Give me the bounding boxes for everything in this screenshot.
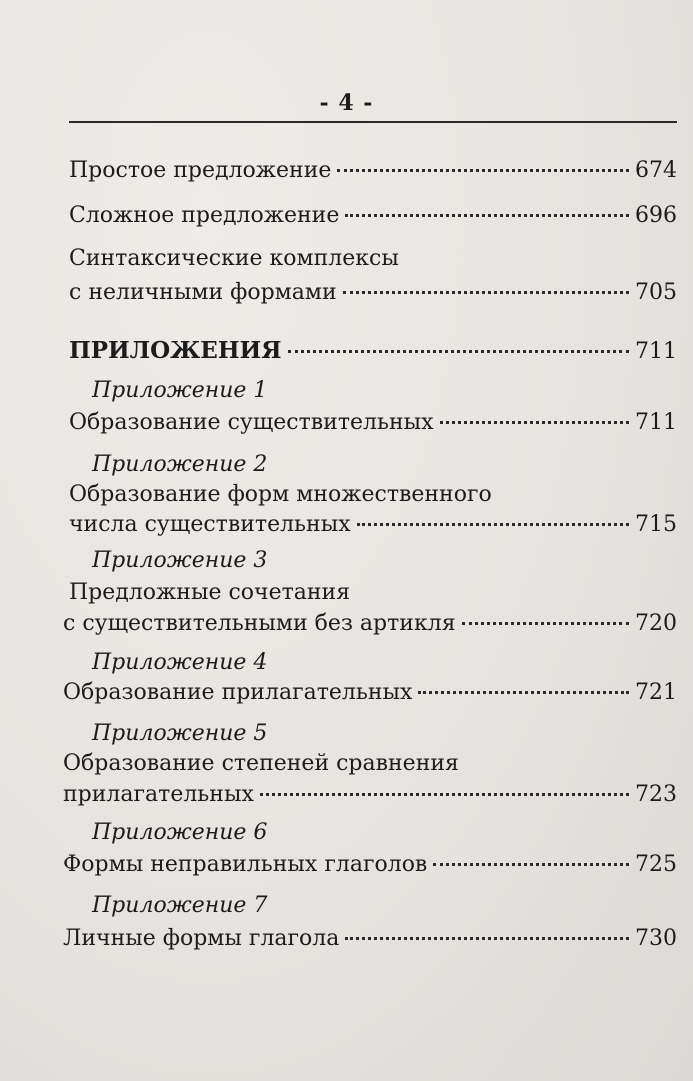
- appendix-label: Приложение 1: [92, 378, 268, 403]
- toc-entry: [69, 410, 677, 436]
- toc-entry-page: 730: [635, 926, 677, 951]
- appendix-label: Приложение 5: [92, 721, 268, 746]
- toc-entry-page: 715: [635, 512, 677, 537]
- toc-entry-title: Формы неправильных глаголов: [63, 852, 428, 877]
- toc-entry: [69, 280, 677, 306]
- toc-entry-title-line1: Образование форм множественного: [69, 482, 492, 507]
- toc-entry-page: 711: [635, 410, 677, 435]
- toc-entry-page: 674: [635, 158, 677, 183]
- toc-entry-page: 721: [635, 680, 677, 705]
- dot-leader: [337, 169, 629, 172]
- appendix-label: Приложение 7: [92, 893, 268, 918]
- header-rule: [69, 121, 677, 123]
- dot-leader: [343, 291, 629, 294]
- toc-entry: [63, 852, 677, 878]
- toc-entry-page: 705: [635, 280, 677, 305]
- toc-entry: [63, 782, 677, 808]
- dot-leader: [462, 622, 629, 625]
- toc-entry-title-line1: Синтаксические комплексы: [69, 246, 399, 271]
- dot-leader: [357, 523, 629, 526]
- toc-entry-title-line1: Образование степеней сравнения: [63, 751, 459, 776]
- dot-leader: [345, 937, 629, 940]
- dot-leader: [440, 421, 629, 424]
- dot-leader: [260, 793, 629, 796]
- toc-entry: [69, 512, 677, 538]
- appendix-label: Приложение 2: [92, 452, 268, 477]
- appendix-label: Приложение 4: [92, 650, 268, 675]
- page-number: - 4 -: [319, 90, 374, 116]
- toc-entry-title-line1: Предложные сочетания: [69, 580, 351, 605]
- appendix-label: Приложение 6: [92, 820, 268, 845]
- toc-entry: [63, 680, 677, 706]
- toc-entry: [69, 158, 677, 184]
- toc-entry-title: ПРИЛОЖЕНИЯ: [69, 337, 282, 364]
- dot-leader: [418, 691, 629, 694]
- toc-entry-page: 720: [635, 611, 677, 636]
- toc-entry-title: Образование прилагательных: [63, 680, 413, 705]
- toc-entry: [63, 611, 677, 637]
- toc-entry-page: 711: [635, 339, 677, 364]
- dot-leader: [288, 350, 629, 353]
- toc-entry-title: Образование существительных: [69, 410, 434, 435]
- toc-entry-title: с существительными без артикля: [63, 611, 456, 636]
- dot-leader: [345, 214, 629, 217]
- toc-section-heading: [69, 338, 677, 365]
- toc-entry-title: Простое предложение: [69, 158, 332, 183]
- appendix-label: Приложение 3: [92, 548, 268, 573]
- toc-entry-page: 723: [635, 782, 677, 807]
- toc-entry: [69, 203, 677, 229]
- toc-entry-title: Личные формы глагола: [63, 926, 340, 951]
- toc-entry-title: Сложное предложение: [69, 203, 340, 228]
- toc-entry-title: прилагательных: [63, 782, 254, 807]
- dot-leader: [433, 863, 629, 866]
- toc-entry: [63, 926, 677, 952]
- toc-entry-page: 725: [635, 852, 677, 877]
- toc-entry-page: 696: [635, 203, 677, 228]
- toc-entry-title: с неличными формами: [69, 280, 337, 305]
- toc-entry-title: числа существительных: [69, 512, 351, 537]
